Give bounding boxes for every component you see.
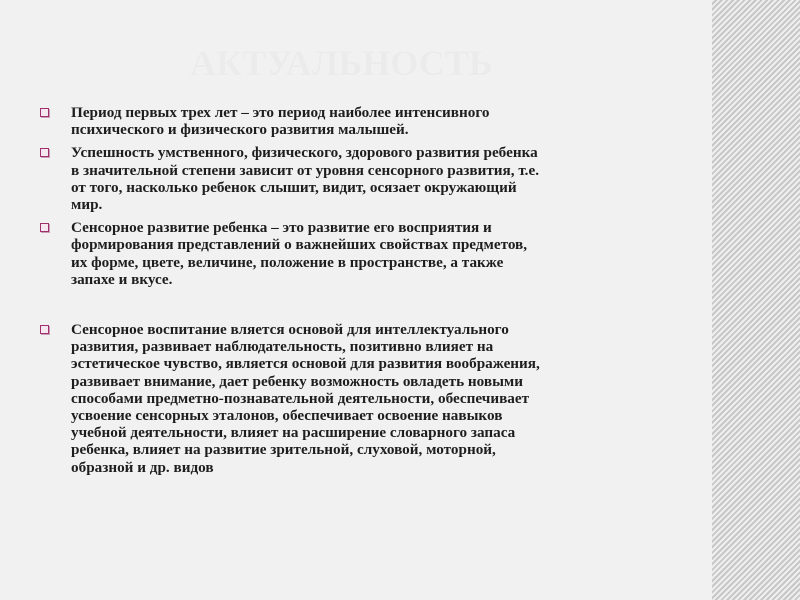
- bullet-item: [40, 144, 700, 213]
- hollow-square-bullet-icon: [40, 325, 49, 334]
- hollow-square-bullet-icon: [40, 108, 49, 117]
- hollow-square-bullet-icon: [40, 148, 49, 157]
- bullet-item: [40, 104, 700, 138]
- bullet-text: Период первых трех лет – это период наиболее интенсивного психического и физического развития малышей.: [71, 104, 490, 139]
- hollow-square-bullet-icon: [40, 223, 49, 232]
- bullet-text: Сенсорное развитие ребенка – это развитие его восприятия и формирования представлений о важнейших свойствах предметов, их форме, цвете, величине, положение в пространстве, а также запахе и вкусе.: [71, 219, 528, 288]
- bullet-item: [40, 321, 700, 476]
- bullet-list: [40, 104, 700, 476]
- decorative-side-stripe: [712, 0, 800, 600]
- bullet-text: Сенсорное воспитание вляется основой для интеллектуального развития, развивает наблюдательность, позитивно влияет на эстетическое чувство, является основой для развития воображения, развивает внимание, дает ребенку возможность овладеть новыми способами предметно-познавательной деятельности, обеспечивает усвоение сенсорных эталонов, обеспечивает освоение навыков учебной деятельности, влияет на расширение словарного запаса ребенка, влияет на развитие зрительной, слуховой, моторной, образной и др. видов: [71, 321, 540, 476]
- slide-title: АКТУАЛЬНОСТЬ: [190, 43, 493, 83]
- bullet-item: [40, 219, 700, 288]
- bullet-text: Успешность умственного, физического, здорового развития ребенка в значительной степени зависит от уровня сенсорного развития, т.е. от того, насколько ребенок слышит, видит, осязает окружающий мир.: [71, 144, 540, 214]
